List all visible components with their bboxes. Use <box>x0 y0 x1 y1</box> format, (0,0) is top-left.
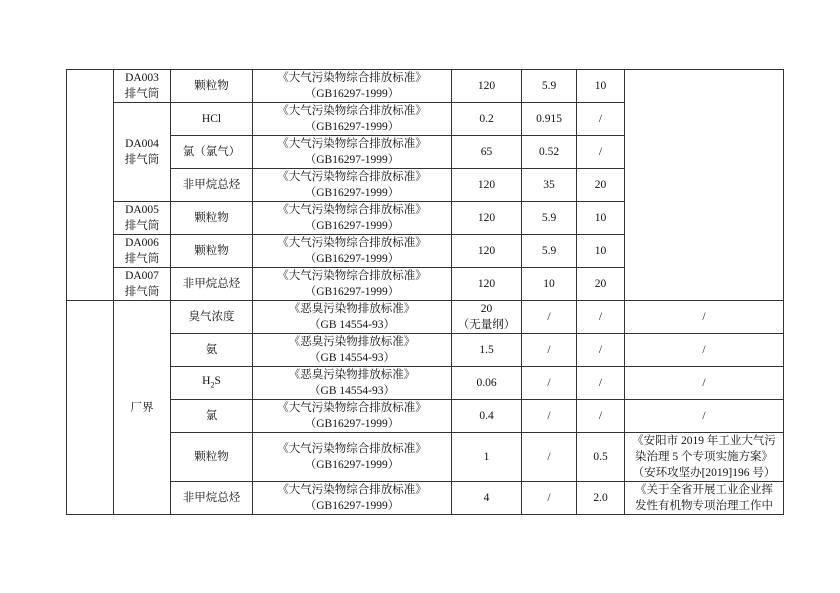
standard-cell: 《恶臭污染物排放标准》 （GB 14554-93） <box>253 301 452 334</box>
table-row <box>67 334 784 367</box>
table-row <box>67 70 784 103</box>
concentration-cell: 4 <box>452 482 522 515</box>
rate-cell: / <box>522 482 577 515</box>
rate-cell: / <box>522 334 577 367</box>
pollutant-cell: 非甲烷总烃 <box>171 169 253 202</box>
standard-cell: 《大气污染物综合排放标准》 （GB16297-1999） <box>253 433 452 482</box>
standard-cell: 《大气污染物综合排放标准》 （GB16297-1999） <box>253 400 452 433</box>
standard-cell: 《大气污染物综合排放标准》 （GB16297-1999） <box>253 169 452 202</box>
rate-cell: 5.9 <box>522 202 577 235</box>
concentration-cell: 1 <box>452 433 522 482</box>
pollutant-cell: 颗粒物 <box>171 70 253 103</box>
concentration-cell: 0.4 <box>452 400 522 433</box>
emission-standards-table <box>66 69 784 515</box>
concentration-cell: 0.2 <box>452 103 522 136</box>
standard-cell: 《大气污染物综合排放标准》 （GB16297-1999） <box>253 235 452 268</box>
note-cell: 《关于全省开展工业企业挥 发性有机物专项治理工作中 <box>625 482 784 515</box>
concentration-cell: 0.06 <box>452 367 522 400</box>
rate-cell: / <box>522 367 577 400</box>
table-row <box>67 367 784 400</box>
concentration-cell: 1.5 <box>452 334 522 367</box>
table-row <box>67 301 784 334</box>
rate-cell: 35 <box>522 169 577 202</box>
note-cell: / <box>625 301 784 334</box>
pollutant-cell: 颗粒物 <box>171 433 253 482</box>
height-cell: 10 <box>577 70 625 103</box>
category-cell <box>67 301 114 515</box>
rate-cell: / <box>522 433 577 482</box>
note-cell <box>625 70 784 301</box>
height-cell: / <box>577 400 625 433</box>
height-cell: 2.0 <box>577 482 625 515</box>
height-cell: 10 <box>577 202 625 235</box>
height-cell: / <box>577 103 625 136</box>
pollutant-cell: 氯 <box>171 400 253 433</box>
rate-cell: / <box>522 301 577 334</box>
height-cell: 0.5 <box>577 433 625 482</box>
concentration-cell: 120 <box>452 169 522 202</box>
concentration-cell: 120 <box>452 202 522 235</box>
pollutant-cell: 颗粒物 <box>171 235 253 268</box>
height-cell: / <box>577 301 625 334</box>
pollutant-cell: $H_2S$ <box>171 367 253 400</box>
rate-cell: 0.52 <box>522 136 577 169</box>
standard-cell: 《大气污染物综合排放标准》 （GB16297-1999） <box>253 70 452 103</box>
pollutant-cell: 颗粒物 <box>171 202 253 235</box>
note-cell: 《安阳市 2019 年工业大气污 染治理 5 个专项实施方案》 （安环攻坚办[2019]196 号） <box>625 433 784 482</box>
concentration-cell: 120 <box>452 70 522 103</box>
rate-cell: 0.915 <box>522 103 577 136</box>
pollutant-cell: 氯（氯气） <box>171 136 253 169</box>
vent-cell: DA007 排气筒 <box>114 268 171 301</box>
pollutant-cell: 氨 <box>171 334 253 367</box>
pollutant-cell: HCl <box>171 103 253 136</box>
category-cell <box>67 70 114 301</box>
table-row <box>67 482 784 515</box>
boundary-group-cell: 厂界 <box>114 301 171 515</box>
note-cell: / <box>625 400 784 433</box>
rate-cell: / <box>522 400 577 433</box>
standard-cell: 《大气污染物综合排放标准》 （GB16297-1999） <box>253 482 452 515</box>
standard-cell: 《恶臭污染物排放标准》 （GB 14554-93） <box>253 334 452 367</box>
rate-cell: 5.9 <box>522 70 577 103</box>
standard-cell: 《大气污染物综合排放标准》 （GB16297-1999） <box>253 268 452 301</box>
concentration-cell: 65 <box>452 136 522 169</box>
standard-cell: 《大气污染物综合排放标准》 （GB16297-1999） <box>253 202 452 235</box>
height-cell: / <box>577 136 625 169</box>
pollutant-cell: 非甲烷总烃 <box>171 268 253 301</box>
pollutant-cell: 非甲烷总烃 <box>171 482 253 515</box>
rate-cell: 10 <box>522 268 577 301</box>
height-cell: 10 <box>577 235 625 268</box>
height-cell: 20 <box>577 268 625 301</box>
vent-cell: DA005 排气筒 <box>114 202 171 235</box>
height-cell: / <box>577 367 625 400</box>
pollutant-cell: 臭气浓度 <box>171 301 253 334</box>
vent-cell: DA006 排气筒 <box>114 235 171 268</box>
standard-cell: 《恶臭污染物排放标准》 （GB 14554-93） <box>253 367 452 400</box>
height-cell: 20 <box>577 169 625 202</box>
height-cell: / <box>577 334 625 367</box>
vent-cell: DA004 排气筒 <box>114 103 171 202</box>
concentration-cell: 120 <box>452 268 522 301</box>
note-cell: / <box>625 367 784 400</box>
rate-cell: 5.9 <box>522 235 577 268</box>
vent-cell: DA003 排气筒 <box>114 70 171 103</box>
table-row <box>67 433 784 482</box>
standard-cell: 《大气污染物综合排放标准》 （GB16297-1999） <box>253 136 452 169</box>
concentration-cell: 20 （无量纲） <box>452 301 522 334</box>
standard-cell: 《大气污染物综合排放标准》 （GB16297-1999） <box>253 103 452 136</box>
table-row <box>67 400 784 433</box>
concentration-cell: 120 <box>452 235 522 268</box>
note-cell: / <box>625 334 784 367</box>
